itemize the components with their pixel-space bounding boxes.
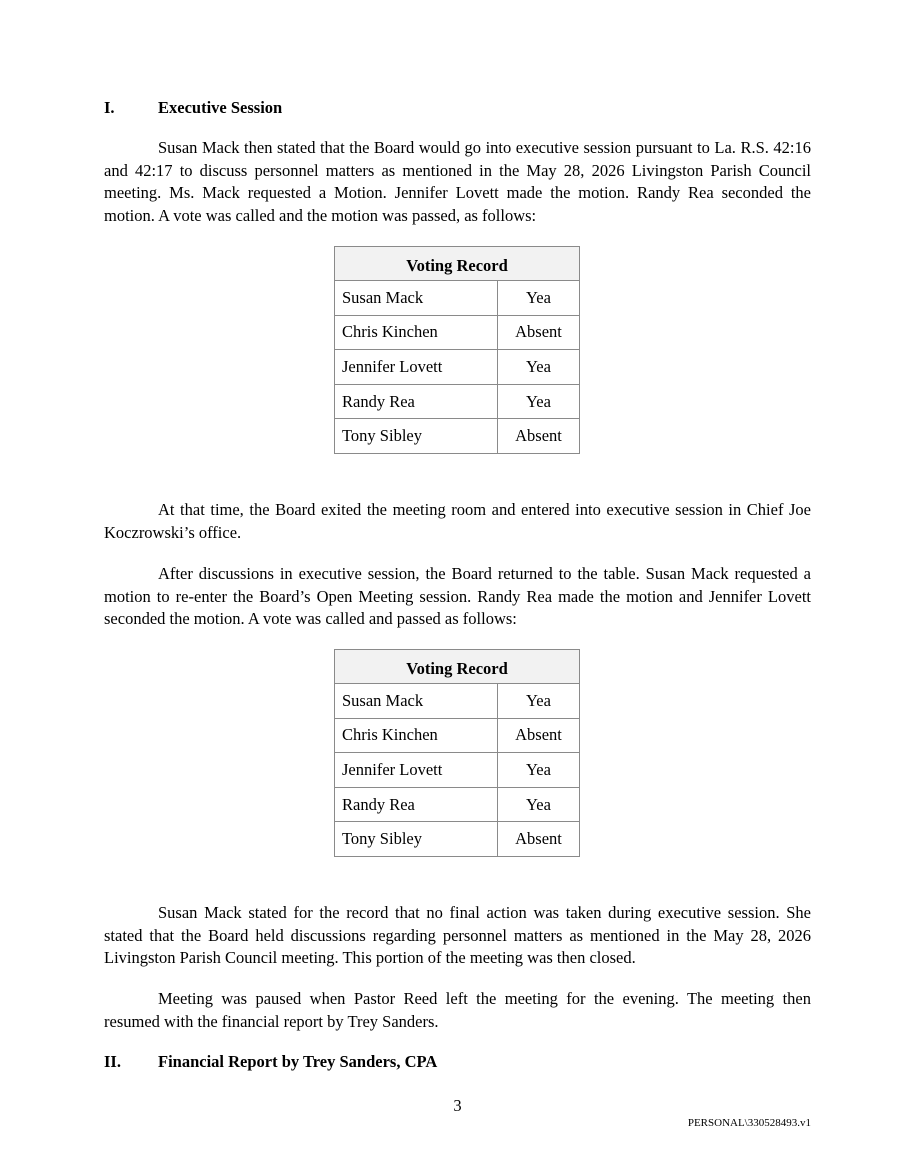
table-row bbox=[335, 684, 580, 719]
table-row bbox=[335, 787, 580, 822]
member-name: Tony Sibley bbox=[335, 419, 498, 454]
section-heading-financial-report bbox=[104, 1052, 437, 1072]
table-row bbox=[335, 315, 580, 350]
table-row bbox=[335, 718, 580, 753]
voting-record-table-2 bbox=[334, 649, 580, 857]
voting-record-title: Voting Record bbox=[335, 247, 580, 281]
voting-record-table-1 bbox=[334, 246, 580, 454]
table-row bbox=[335, 350, 580, 385]
member-vote: Yea bbox=[498, 281, 580, 316]
member-name: Randy Rea bbox=[335, 384, 498, 419]
section-title: Financial Report by Trey Sanders, CPA bbox=[158, 1052, 438, 1071]
section-title: Executive Session bbox=[158, 98, 283, 117]
voting-record-title: Voting Record bbox=[335, 650, 580, 684]
member-name: Jennifer Lovett bbox=[335, 350, 498, 385]
document-id: PERSONAL\330528493.v1 bbox=[687, 1117, 811, 1129]
member-vote: Absent bbox=[498, 718, 580, 753]
table-row bbox=[335, 419, 580, 454]
page-number: 3 bbox=[453, 1096, 462, 1115]
table-row bbox=[335, 822, 580, 857]
table-row bbox=[335, 753, 580, 788]
member-name: Chris Kinchen bbox=[335, 718, 498, 753]
member-vote: Yea bbox=[498, 753, 580, 788]
member-name: Susan Mack bbox=[335, 684, 498, 719]
table-row bbox=[335, 281, 580, 316]
member-name: Jennifer Lovett bbox=[335, 753, 498, 788]
paragraph-no-final-action: Susan Mack stated for the record that no final action was taken during executive session. She stated that the Board held discussions regarding personnel matters as mentioned in the May 28, 2026 Livingston Parish Council meeting. This portion of the meeting was then closed. bbox=[104, 903, 811, 968]
member-name: Tony Sibley bbox=[335, 822, 498, 857]
table-row bbox=[335, 384, 580, 419]
member-vote: Yea bbox=[498, 787, 580, 822]
section-number: I. bbox=[104, 98, 115, 117]
paragraph-executive-session-motion: Susan Mack then stated that the Board would go into executive session pursuant to La. R.S. 42:16 and 42:17 to discuss personnel matters as mentioned in the May 28, 2026 Livingston Parish Council meeting. Ms. Mack requested a Motion. Jennifer Lovett made the motion. Randy Rea seconded the motion. A vote was called and the motion was passed, as follows: bbox=[104, 138, 811, 226]
paragraph-board-exited: At that time, the Board exited the meeting room and entered into executive session in Chief Joe Koczrowski’s office. bbox=[104, 500, 811, 542]
member-vote: Absent bbox=[498, 822, 580, 857]
paragraph-meeting-paused: Meeting was paused when Pastor Reed left the meeting for the evening. The meeting then resumed with the financial report by Trey Sanders. bbox=[104, 989, 811, 1031]
member-vote: Yea bbox=[498, 684, 580, 719]
member-name: Chris Kinchen bbox=[335, 315, 498, 350]
member-vote: Yea bbox=[498, 350, 580, 385]
member-name: Randy Rea bbox=[335, 787, 498, 822]
section-heading-executive-session bbox=[104, 98, 282, 118]
paragraph-reenter-open-session: After discussions in executive session, the Board returned to the table. Susan Mack requested a motion to re-enter the Board’s Open Meeting session. Randy Rea made the motion and Jennifer Lovett seconded the motion. A vote was called and passed as follows: bbox=[104, 564, 811, 629]
section-number: II. bbox=[104, 1052, 121, 1071]
member-vote: Absent bbox=[498, 419, 580, 454]
member-vote: Yea bbox=[498, 384, 580, 419]
member-vote: Absent bbox=[498, 315, 580, 350]
member-name: Susan Mack bbox=[335, 281, 498, 316]
